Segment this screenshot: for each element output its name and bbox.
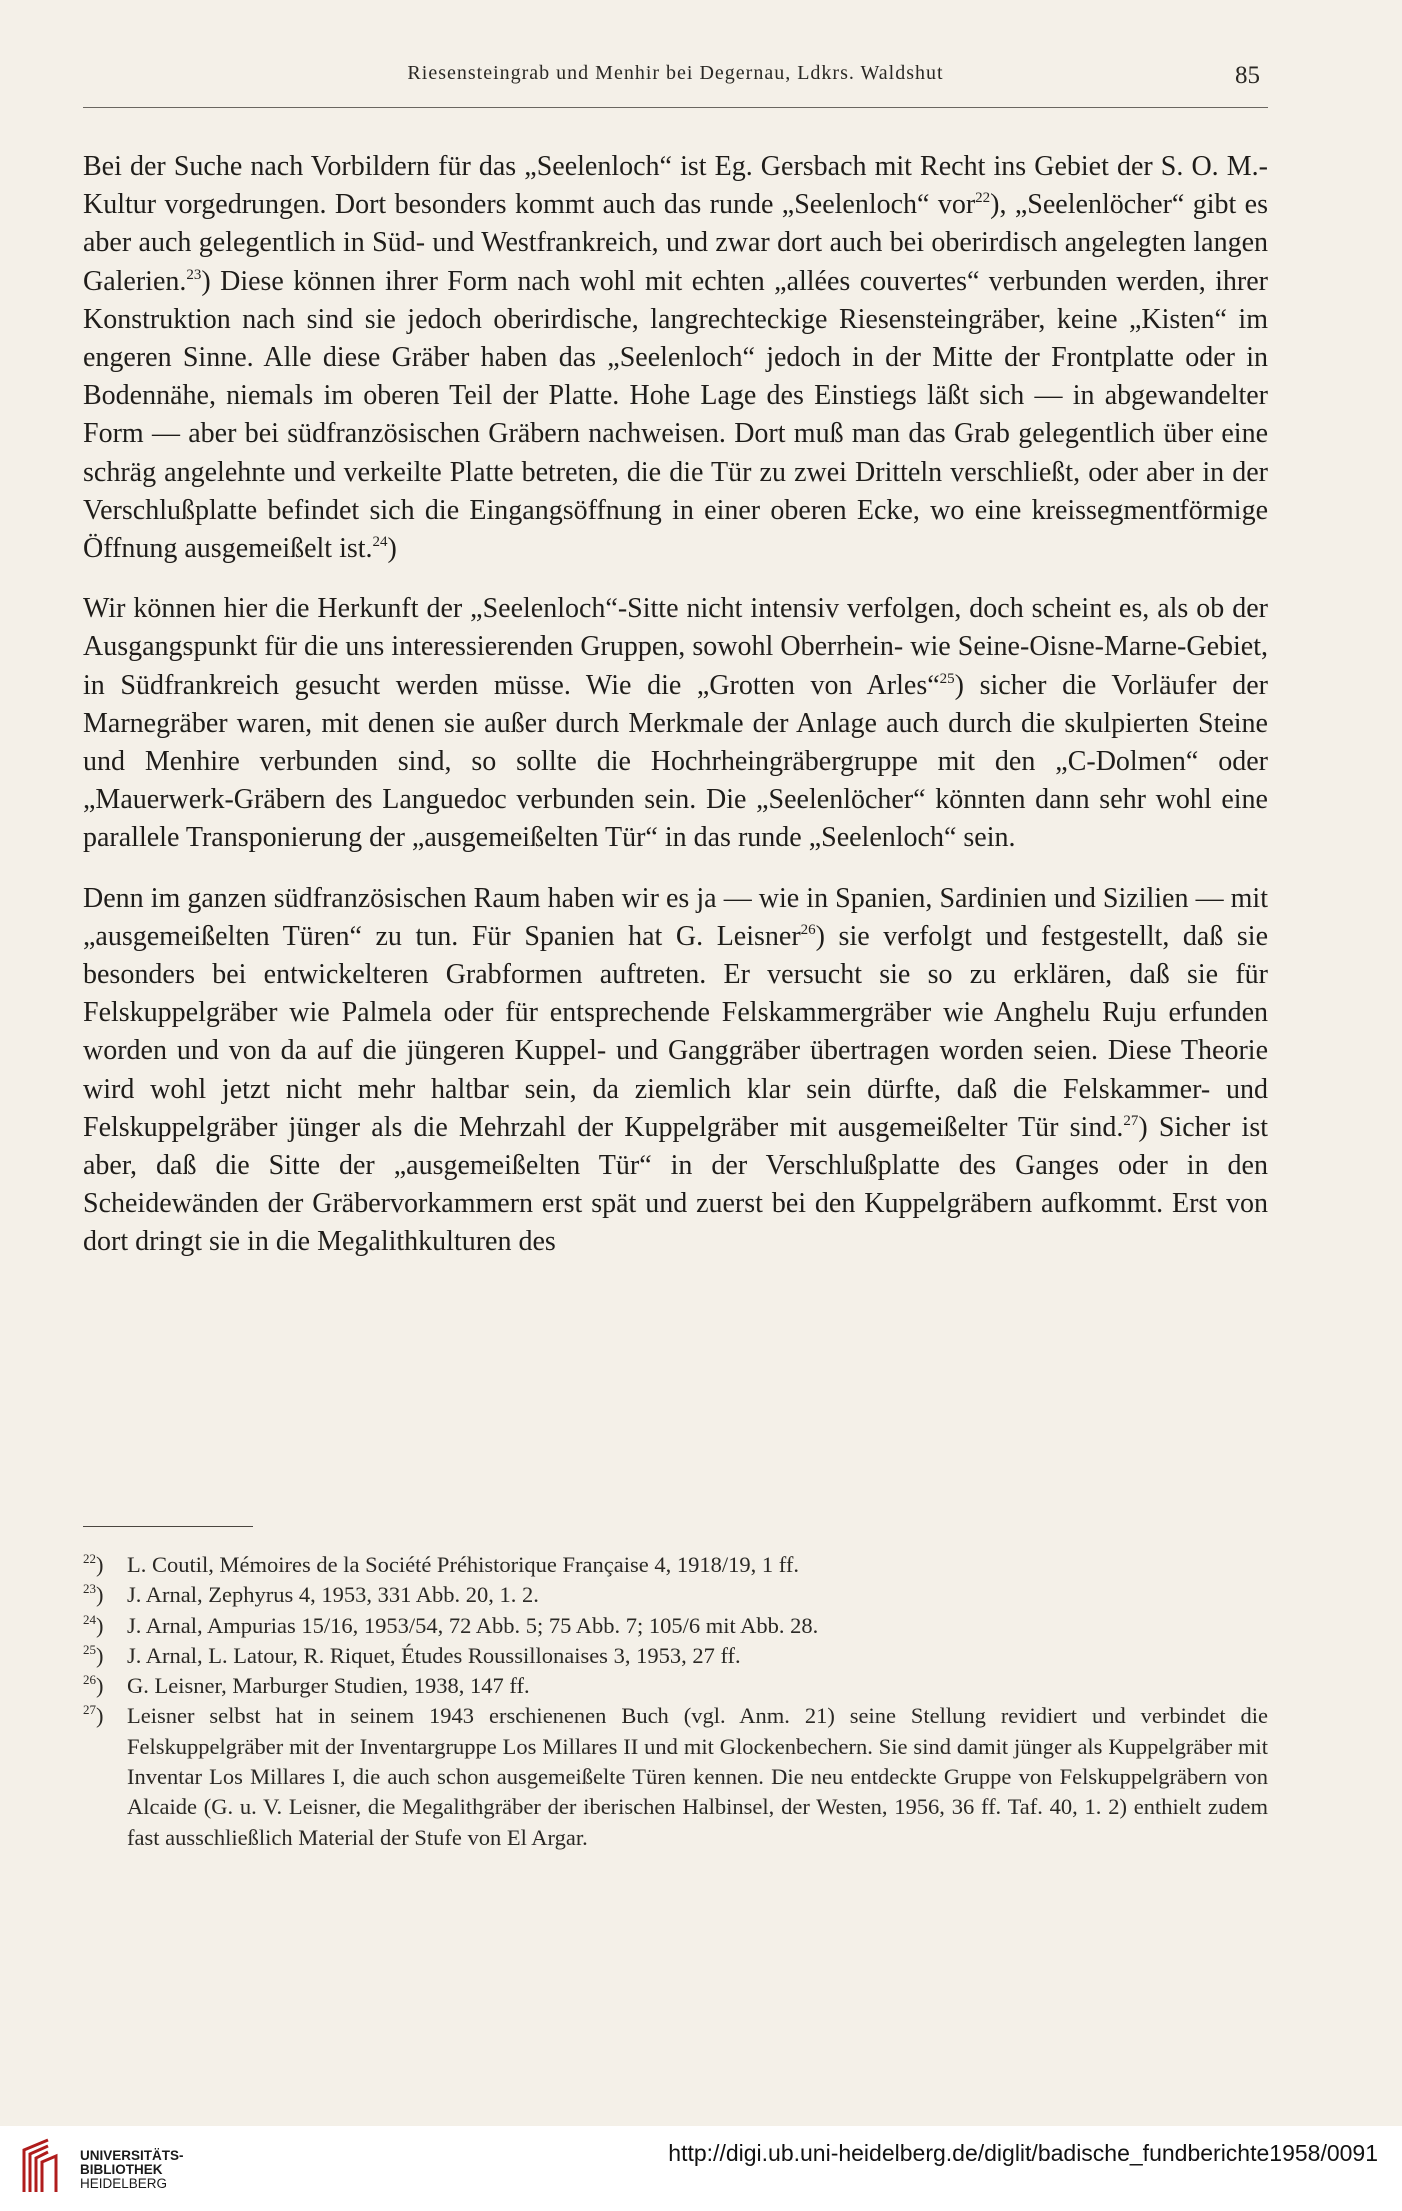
library-name-line2: BIBLIOTHEK bbox=[80, 2162, 163, 2177]
footnote-number-value: 22 bbox=[83, 1551, 96, 1566]
text-run: ) Sicher ist aber, daß die Sitte der „ausgemeißelten Tür“ in der Verschlußplatte des Ganges oder in den Scheidewänden der Gräbervorkammern erst spät und zuerst bei den Kuppelgräbern aufkommt. Erst von dort dringt sie in die Megalithkulturen des bbox=[83, 1111, 1269, 1258]
footnote-text: J. Arnal, Zephyrus 4, 1953, 331 Abb. 20, 1. 2. bbox=[127, 1582, 539, 1608]
footnote bbox=[83, 1550, 1268, 1580]
footnote-reference[interactable]: 24 bbox=[372, 534, 388, 551]
running-head: Riesensteingrab und Menhir bei Degernau, Ldkrs. Waldshut bbox=[407, 62, 944, 84]
footnote-text: J. Arnal, L. Latour, R. Riquet, Études Roussillonaises 3, 1953, 27 ff. bbox=[127, 1642, 741, 1668]
footnote-number-value: 23 bbox=[83, 1581, 96, 1597]
library-name-line3: HEIDELBERG bbox=[80, 2176, 168, 2191]
footnote bbox=[83, 1641, 1268, 1671]
library-name bbox=[80, 2149, 184, 2191]
body-text bbox=[83, 148, 1268, 1284]
footnote-reference[interactable]: 27 bbox=[1123, 1112, 1139, 1129]
footnote-number-value: 27 bbox=[83, 1702, 96, 1718]
footnote bbox=[83, 1611, 1268, 1641]
text-run: ) sie verfolgt und festgestellt, daß sie besonders bei entwickelteren Grabformen auftreten. Er versucht sie so zu erklären, daß sie für Felskuppelgräber wie Palmela oder für entsprechende Felskammergräber wie Anghelu Ruju erfunden worden und von da auf die jüngeren Kuppel- und Ganggräber übertragen worden seien. Diese Theorie wird wohl jetzt nicht mehr haltbar sein, da ziemlich klar sein dürfte, daß die Felskammer- und Felskuppelgräber jünger als die Mehrzahl der Kuppelgräber mit ausgemeißelter Tür sind. bbox=[83, 920, 1268, 1143]
footnote-number: $^{27}$) bbox=[83, 1702, 104, 1729]
library-name-line1: UNIVERSITÄTS- bbox=[80, 2148, 184, 2163]
footnote-text: G. Leisner, Marburger Studien, 1938, 147 ff. bbox=[127, 1673, 530, 1699]
text-run: ) bbox=[387, 533, 397, 565]
page-header bbox=[83, 62, 1268, 102]
footnote-number: $^{22}$) bbox=[83, 1551, 104, 1577]
footnote-number: $^{26}$) bbox=[83, 1672, 104, 1699]
body-paragraph bbox=[83, 148, 1268, 568]
page-footer bbox=[0, 2126, 1402, 2211]
footnote-number-value: 25 bbox=[83, 1641, 96, 1657]
footnote-number-value: 24 bbox=[83, 1611, 96, 1627]
footnote-reference[interactable]: 25 bbox=[939, 670, 955, 687]
footnote bbox=[83, 1671, 1268, 1701]
footnote-number: $^{23}$) bbox=[83, 1581, 104, 1608]
text-run: Bei der Suche nach Vorbildern für das „Seelenloch“ ist Eg. Gersbach mit Recht ins Gebiet der S. O. M.-Kultur vorgedrungen. Dort besonders kommt auch das runde „Seelenloch“ vor bbox=[83, 151, 1268, 221]
footnote-number: $^{25}$) bbox=[83, 1641, 104, 1668]
university-library-logo-icon bbox=[18, 2136, 64, 2196]
text-run: ), „Seelenlöcher“ gibt es aber auch gelegentlich in Süd- und Westfrankreich, und zwar dort auch bei oberirdisch angelegten langen Galerien. bbox=[83, 189, 1268, 297]
footnote bbox=[83, 1580, 1268, 1610]
footnote-rule bbox=[83, 1526, 253, 1527]
footnote-text: J. Arnal, Ampurias 15/16, 1953/54, 72 Abb. 5; 75 Abb. 7; 105/6 mit Abb. 28. bbox=[127, 1612, 819, 1638]
footnote-reference[interactable]: 26 bbox=[800, 921, 816, 938]
header-rule bbox=[83, 107, 1268, 108]
body-paragraph bbox=[83, 880, 1268, 1262]
footnote bbox=[83, 1701, 1268, 1852]
footnote-number-value: 26 bbox=[83, 1672, 96, 1688]
footnotes bbox=[83, 1550, 1268, 1853]
source-url-link[interactable]: http://digi.ub.uni-heidelberg.de/diglit/badische_fundberichte1958/0091 bbox=[668, 2140, 1378, 2166]
text-run: Wir können hier die Herkunft der „Seelenloch“-Sitte nicht intensiv verfolgen, doch scheint es, als ob der Ausgangspunkt für die uns interessierenden Gruppen, sowohl Oberrhein- wie Seine-Oisne-Marne-Gebiet, in Südfrankreich gesucht werden müsse. Wie die „Grotten von Arles“ bbox=[83, 593, 1268, 701]
footnote-reference[interactable]: 23 bbox=[186, 266, 202, 283]
footnote-text: Leisner selbst hat in seinem 1943 erschienenen Buch (vgl. Anm. 21) seine Stellung revidiert und verbindet die Felskuppelgräber mit der Inventargruppe Los Millares II und mit Glockenbechern. Sie sind damit jünger als Kuppelgräber mit Inventar Los Millares I, die auch schon ausgemeißelte Türen kennen. Die neu entdeckte Gruppe von Felskuppelgräbern von Alcaide (G. u. V. Leisner, die Megalithgräber der iberischen Halbinsel, der Westen, 1956, 36 ff. Taf. 40, 1. 2) enthielt zudem fast ausschließlich Material der Stufe von El Argar. bbox=[127, 1703, 1268, 1850]
footnote-text: L. Coutil, Mémoires de la Société Préhistorique Française 4, 1918/19, 1 ff. bbox=[127, 1552, 799, 1577]
text-run: ) Diese können ihrer Form nach wohl mit echten „allées couvertes“ verbunden werden, ihrer Konstruktion nach sind sie jedoch oberirdische, langrechteckige Riesensteingräber, keine „Kisten“ im engeren Sinne. Alle diese Gräber haben das „Seelenloch“ jedoch in der Mitte der Frontplatte oder in Bodennähe, niemals im oberen Teil der Platte. Hohe Lage des Einstiegs läßt sich — in abgewandelter Form — aber bei südfranzösischen Gräbern nachweisen. Dort muß man das Grab gelegentlich über eine schräg angelehnte und verkeilte Platte betreten, die die Tür zu zwei Dritteln verschließt, oder aber in der Verschlußplatte befindet sich die Eingangsöffnung in einer oberen Ecke, wo eine kreissegmentförmige Öffnung ausgemeißelt ist. bbox=[83, 265, 1268, 565]
page-number: 85 bbox=[1235, 62, 1260, 89]
footnote-reference[interactable]: 22 bbox=[975, 190, 991, 207]
footnote-number: $^{24}$) bbox=[83, 1611, 104, 1638]
body-paragraph bbox=[83, 590, 1268, 857]
text-run: ) sicher die Vorläufer der Marnegräber waren, mit denen sie außer durch Merkmale der Anlage auch durch die skulpierten Steine und Menhire verbunden sind, so sollte die Hochrheingräbergruppe mit den „C-Dolmen“ oder „Mauerwerk-Gräbern des Languedoc verbunden sein. Die „Seelenlöcher“ könnten dann sehr wohl eine parallele Transponierung der „ausgemeißelten Tür“ in das runde „Seelenloch“ sein. bbox=[83, 669, 1268, 854]
text-run: Denn im ganzen südfranzösischen Raum haben wir es ja — wie in Spanien, Sardinien und Sizilien — mit „ausgemeißelten Türen“ zu tun. Für Spanien hat G. Leisner bbox=[83, 882, 1268, 952]
